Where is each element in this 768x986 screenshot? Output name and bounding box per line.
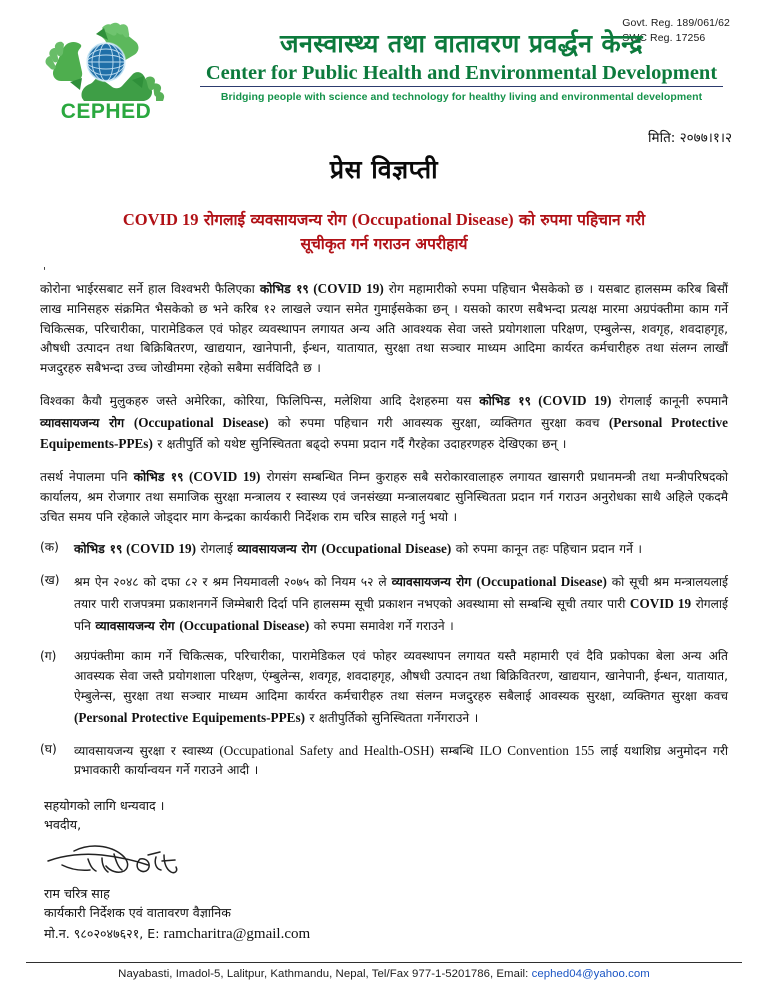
footer-email-link[interactable]: cephed04@yahoo.com <box>531 968 650 980</box>
ka-covid-en: (COVID 19) <box>122 541 197 557</box>
kha-seg-a: श्रम ऐन २०४८ को दफा ८२ र श्रम नियमावली २०७५ को नियम ५२ ले <box>74 575 392 590</box>
cephed-logo <box>40 22 172 122</box>
p2-seg-d: रोगलाई कानूनी रुपमानै <box>611 393 728 408</box>
headline-covid-label: COVID 19 <box>122 210 199 229</box>
p3-covid-np: कोभिड १९ <box>133 470 184 485</box>
govt-reg-number: Govt. Reg. 189/061/62 <box>622 17 730 29</box>
gha-seg-c: सम्बन्धि <box>434 743 480 758</box>
p1-seg-d: रोग महामारीको रुपमा पहिचान भैसकेको छ । यसबाट हालसम्म करिब बिसौं लाख मानिसहरु संक्रमित भैसकेको छ भने करिब १२ लाखले ज्यान समेत गुमाईसकेका छन् । यसको कारण सबैभन्दा प्रत्यक्ष मारमा अग्रपंक्तीमा काम गर्ने चिकित्सक, परिचारीका, पारामेडिकल एवं फोहर व्यवस्थापन लगायत अन्य अति आवश्यक सेवा जस्ते प्रयोगशाला परिक्षण, एम्बुलेन्स, शवगृह, शवदाहगृह, औषधी उत्पादन तथा बिक्रिबितरण, खाद्ययान, खानेपानी, ईन्धन, यातायात, सुरक्षा तथा सञ्चार माध्यम आदिमा कार्यरत कर्मचारीहरु तथा संलग्न लाखौं मजदुरहरु सबैभन्दा उच्च जोखीममा रहेको सबैमा सर्वविदितै छ । <box>40 282 729 376</box>
list-item-text-gha <box>74 740 728 782</box>
swc-reg-number: SWC Reg. 17256 <box>622 32 706 45</box>
headline-line1-b: रोगलाई व्यवसायजन्य रोग <box>198 211 352 229</box>
list-item <box>40 740 728 782</box>
gha-seg-a: व्यावसायजन्य सुरक्षा र स्वास्थ्य <box>74 743 220 758</box>
gha-osh-en: (Occupational Safety and Health-OSH) <box>219 742 435 758</box>
signer-contact <box>44 923 728 946</box>
list-item-marker-ka: (क) <box>40 540 59 555</box>
list-item-text-kha <box>74 571 728 636</box>
p3-seg-d: रोगसंग सम्बन्धित निम्न कुराहरु सबै सरोकारवालाहरु लगायत खासगरी प्रधानमन्त्री तथा मन्त्रीपरिषदको कार्यालय, श्रम रोजगार तथा समाजिक सुरक्षा मन्त्रालय र स्वास्थ्य एवं जनसंख्या मन्त्रालयबाट सुनिस्चितता प्रदान गर्न गराउन अनुरोधका साथै अहिले एकदमै उचित समय पनि रहेकाले जोड्दार माग केन्द्रका कार्यकारी निर्देशक राम चरित्र साहले गर्नु भयो । <box>40 470 728 524</box>
list-item <box>40 647 728 728</box>
kha-occupational-np: व्यावसायजन्य रोग <box>391 575 477 590</box>
list-item-marker-kha: (ख) <box>40 573 60 588</box>
list-item <box>40 538 728 560</box>
p2-covid-en: (COVID 19) <box>530 392 612 408</box>
logo-wordmark: CEPHED <box>60 100 152 123</box>
closing-block <box>44 797 728 945</box>
signer-role: कार्यकारी निर्देशक एवं वातावरण वैज्ञानिक <box>44 904 231 920</box>
ka-seg-g: को रुपमा कानून तहः पहिचान प्रदान गर्ने । <box>451 542 642 557</box>
ga-seg-a: अग्रपंक्तीमा काम गर्ने चिकित्सक, परिचारीका, पारामेडिकल एवं फोहर व्यवस्थापन लगायत यस्तै महामारी एवं दैवि प्रकोपका बेला अन्य अति आवस्यक सेवा जस्तै प्रयोगशाला परिक्षण, एंम्बुलेन्स, शवगृह, शवदाहगृह, औषधी उत्पादन तथा बिक्रिवितरण, खाद्ययान, खानेपानी, ईन्धन, यातायात, ऐम्बुलेन्स, सुरक्षा तथा सञ्चार माध्यम आदिमा कार्यरत कर्मचारीहरु तथा संलग्न मजदुरहरु सबैलाई आवस्यक सुरक्षा, व्यक्तिगत सुरक्षा कवच <box>74 649 728 704</box>
footer-divider <box>26 962 742 963</box>
list-item-text-ka <box>74 538 728 560</box>
footer-address-text: Nayabasti, Imadol-5, Lalitpur, Kathmandu, Nepal, Tel/Fax 977-1-5201786, Email: <box>118 968 532 980</box>
thanks-line: सहयोगको लागि धन्यवाद । <box>44 798 165 814</box>
p2-occupational-np: व्यावसायजन्य रोग <box>40 415 134 430</box>
footer <box>0 962 768 980</box>
list-item <box>40 571 728 636</box>
date-line: मिति: २०७७।१।२ <box>648 130 732 146</box>
kha-covid-en: COVID 19 <box>629 595 692 611</box>
handwritten-signature-icon <box>44 841 254 881</box>
page-title: प्रेस विज्ञप्ती <box>329 155 439 184</box>
ka-seg-d: रोगलाई <box>196 542 238 557</box>
p1-seg-a: कोरोना भाईरसबाट सर्ने हाल विश्वभरी फैलिएका <box>40 282 260 296</box>
list-item-marker-gha: (घ) <box>40 741 57 756</box>
signature-image <box>44 841 728 881</box>
paragraph-1 <box>40 278 728 379</box>
ga-seg-c: र क्षतीपुर्तिको सुनिस्चितता गर्नेगराउने । <box>304 710 479 725</box>
sincerely-line: भवदीय, <box>44 816 82 832</box>
p1-covid-en: (COVID 19) <box>308 281 384 296</box>
footer-address <box>26 968 742 980</box>
kha-occupational-np-2: व्यावसायजन्य रोग <box>95 618 180 633</box>
kha-seg-d: को सूची श्रम मन्त्रालयलाई तयार पारी राजपत्रमा प्रकाशनगर्ने जिम्मेबारी दिर्दा पनि हालसम्म सूची प्रकाशन नभएको अवस्थामा सो सम्बन्धि सूची तयार पारी <box>74 575 728 611</box>
p2-seg-a: विश्वका कैयौ मुलुकहरु जस्ते अमेरिका, कोरिया, फिलिपिन्स, मलेशिया आदि देशहरुमा यस <box>40 393 480 408</box>
org-tagline: Bridging people with science and technology for healthy living and environmental development <box>220 91 703 104</box>
ka-occupational-np: व्यावसायजन्य रोग <box>237 542 322 557</box>
headline-occupational-disease: (Occupational Disease) <box>351 210 514 229</box>
letterhead <box>18 0 750 122</box>
headline-line2: सूचीकृत गर्न गराउन अपरीहार्य <box>300 234 468 253</box>
ka-occupational-en: (Occupational Disease) <box>321 541 452 557</box>
p2-covid-np: कोभिड १९ <box>479 393 531 408</box>
list-item-text-ga <box>74 647 728 728</box>
kha-seg-i: को रुपमा समावेश गर्ने गराउने । <box>309 618 454 633</box>
headline <box>54 208 714 256</box>
paragraph-3 <box>40 466 728 527</box>
signer-email: ramcharitra@gmail.com <box>163 925 311 942</box>
p3-covid-en: (COVID 19) <box>183 469 261 485</box>
org-name-english: Center for Public Health and Environmental Development <box>200 62 723 88</box>
kha-occupational-en-2: (Occupational Disease) <box>179 617 310 633</box>
org-name-nepali: जनस्वास्थ्य तथा वातावरण प्रवर्द्धन केन्द्र <box>280 29 643 58</box>
document-body <box>40 265 729 781</box>
p1-covid-np: कोभिड १९ <box>259 282 309 296</box>
ga-ppe-en: (Personal Protective Equipements-PPEs) <box>74 709 305 725</box>
logo-graphic <box>40 22 172 102</box>
organization-names <box>183 30 740 103</box>
p2-seg-i: र क्षतीपुर्ति को यथेष्ट सुनिस्चितता बढ्दो रुपमा प्रदान गर्दै गैरहेका उदाहरणहरु देखिएका छन् । <box>152 437 567 452</box>
signer-phone: मो.न. ९८०२०४७६२१, E: <box>44 925 164 941</box>
gha-seg-e: लाई यथाशिघ्र अनुमोदन गरी प्रभावकारी कार्यान्वयन गर्ने गराउने आदी । <box>74 743 729 778</box>
signer-name: राम चरित्र साह <box>44 885 110 901</box>
kha-seg-f: रोगलाई पनि <box>74 596 728 633</box>
gha-ilo-convention: ILO Convention 155 <box>479 742 595 758</box>
p2-seg-g: को रुपमा पहिचान गरी आवस्यक सुरक्षा, व्यक्तिगत सुरक्षा कवच <box>268 415 609 430</box>
stray-mark: ' <box>43 265 47 278</box>
ka-covid-np: कोभिड १९ <box>74 542 123 557</box>
kha-occupational-en: (Occupational Disease) <box>476 574 607 590</box>
p2-ppe-en: (Personal Protective Equipements-PPEs) <box>40 414 729 452</box>
paragraph-2 <box>40 390 728 455</box>
p3-seg-a: तसर्थ नेपालमा पनि <box>40 470 134 485</box>
p2-occupational-en: (Occupational Disease) <box>133 414 269 430</box>
headline-line1-d: को रुपमा पहिचान गरी <box>513 211 646 229</box>
list-item-marker-ga: (ग) <box>40 649 57 664</box>
